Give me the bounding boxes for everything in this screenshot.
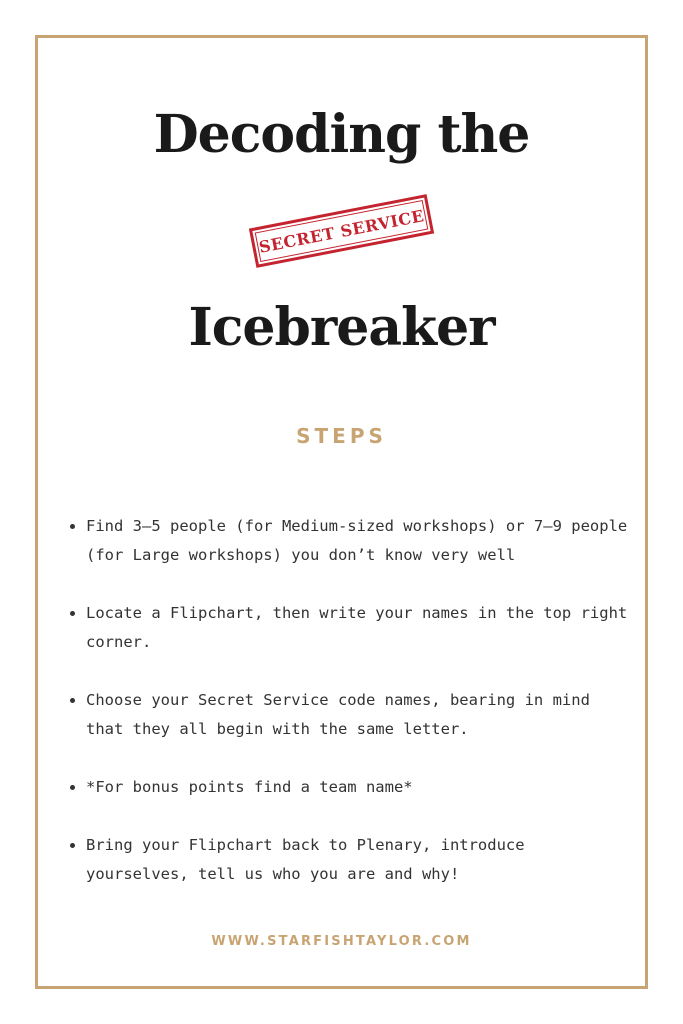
- step-item: Find 3–5 people (for Medium-sized workshops) or 7–9 people (for Large workshops) you don’t know very well: [68, 512, 628, 570]
- steps-list: [68, 512, 628, 918]
- stamp-text: SECRET SERVICE: [255, 200, 429, 262]
- title-line-1: Decoding the: [153, 104, 530, 165]
- step-item: *For bonus points find a team name*: [68, 773, 628, 802]
- steps-heading: STEPS: [296, 424, 387, 448]
- step-item: Choose your Secret Service code names, bearing in mind that they all begin with the same letter.: [68, 686, 628, 744]
- step-item: Locate a Flipchart, then write your names in the top right corner.: [68, 599, 628, 657]
- title-line-2: Icebreaker: [188, 297, 495, 358]
- step-item: Bring your Flipchart back to Plenary, introduce yourselves, tell us who you are and why!: [68, 831, 628, 889]
- website-footer: WWW.STARFISHTAYLOR.COM: [211, 934, 472, 949]
